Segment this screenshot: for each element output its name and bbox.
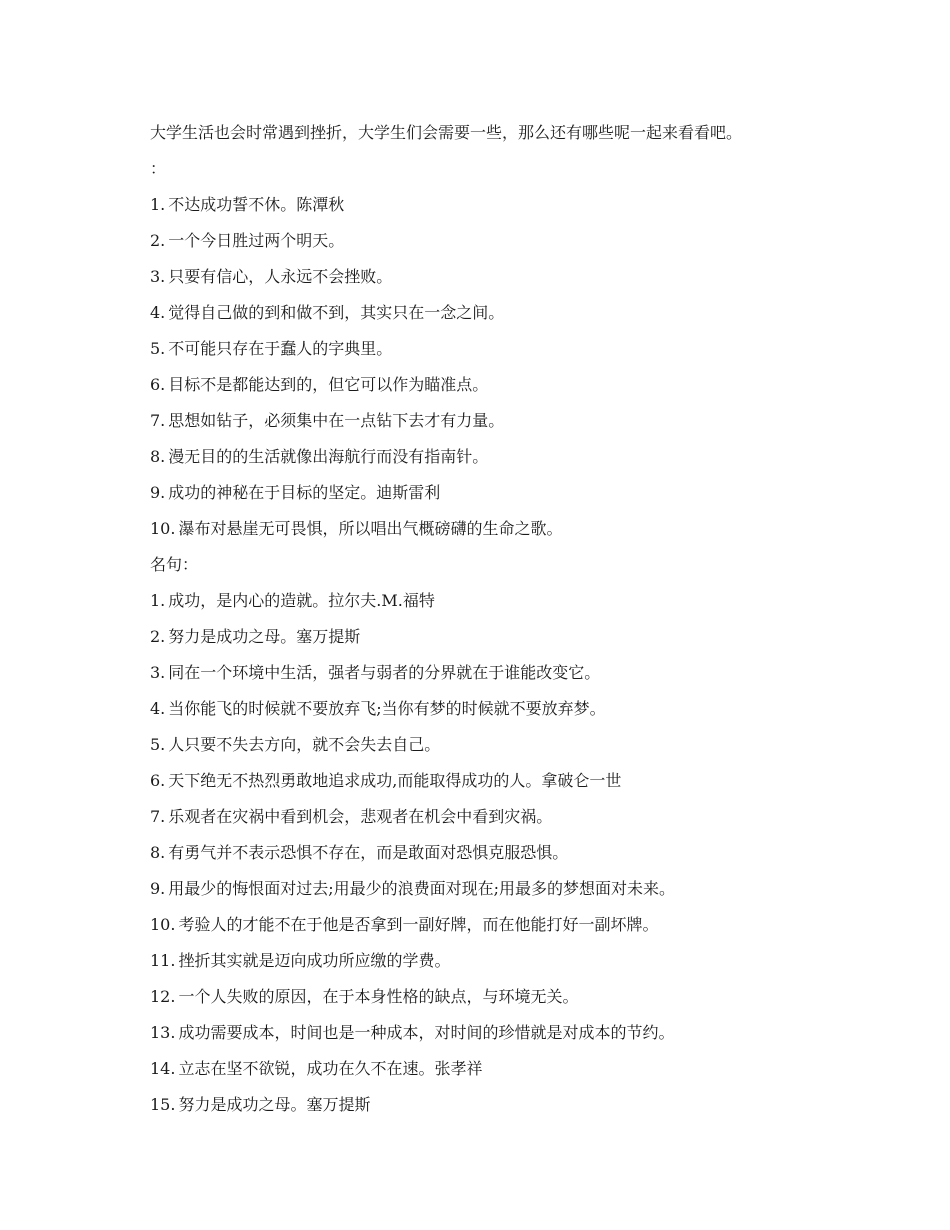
list-item bbox=[150, 735, 850, 755]
list-item bbox=[150, 591, 850, 611]
item-text: 考验人的才能不在于他是否拿到一副好牌，而在他能打好一副坏牌。 bbox=[178, 915, 659, 934]
item-number: 6. bbox=[150, 375, 166, 394]
list-item bbox=[150, 339, 850, 359]
item-text: 漫无目的的生活就像出海航行而没有指南针。 bbox=[168, 447, 489, 466]
item-text: 觉得自己做的到和做不到，其实只在一念之间。 bbox=[168, 303, 505, 322]
list-item bbox=[150, 447, 850, 467]
list-item bbox=[150, 231, 850, 251]
section-heading: 名句： bbox=[150, 555, 199, 574]
list-item bbox=[150, 951, 850, 971]
item-text: 同在一个环境中生活，强者与弱者的分界就在于谁能改变它。 bbox=[168, 663, 601, 682]
item-text: 不达成功誓不休。陈潭秋 bbox=[168, 195, 345, 214]
list-item bbox=[150, 879, 850, 899]
item-text: 成功的神秘在于目标的坚定。迪斯雷利 bbox=[168, 483, 441, 502]
list-item bbox=[150, 483, 850, 503]
item-text: 思想如钻子，必须集中在一点钻下去才有力量。 bbox=[168, 411, 505, 430]
list-item bbox=[150, 1023, 850, 1043]
item-number: 3. bbox=[150, 663, 166, 682]
item-number: 5. bbox=[150, 339, 166, 358]
item-number: 8. bbox=[150, 447, 166, 466]
item-number: 9. bbox=[150, 483, 166, 502]
list-item bbox=[150, 663, 850, 683]
item-text: 人只要不失去方向，就不会失去自己。 bbox=[168, 735, 441, 754]
item-number: 3. bbox=[150, 267, 166, 286]
item-text: 不可能只存在于蠢人的字典里。 bbox=[168, 339, 393, 358]
item-text: 瀑布对悬崖无可畏惧，所以唱出气概磅礴的生命之歌。 bbox=[178, 519, 563, 538]
list-item bbox=[150, 915, 850, 935]
list-item bbox=[150, 771, 850, 791]
intro-paragraph: 大学生活也会时常遇到挫折，大学生们会需要一些，那么还有哪些呢一起来看看吧。 bbox=[150, 123, 743, 142]
item-number: 9. bbox=[150, 879, 166, 898]
item-text: 努力是成功之母。塞万提斯 bbox=[178, 1095, 371, 1114]
item-number: 2. bbox=[150, 231, 166, 250]
item-text: 一个今日胜过两个明天。 bbox=[168, 231, 345, 250]
list-item bbox=[150, 411, 850, 431]
item-text: 有勇气并不表示恐惧不存在，而是敢面对恐惧克服恐惧。 bbox=[168, 843, 569, 862]
item-text: 立志在坚不欲锐，成功在久不在速。张孝祥 bbox=[178, 1059, 483, 1078]
list-item bbox=[150, 1059, 850, 1079]
item-number: 12. bbox=[150, 987, 176, 1006]
item-text: 努力是成功之母。塞万提斯 bbox=[168, 627, 361, 646]
item-number: 4. bbox=[150, 699, 166, 718]
item-text: 目标不是都能达到的，但它可以作为瞄准点。 bbox=[168, 375, 489, 394]
item-number: 4. bbox=[150, 303, 166, 322]
list-item bbox=[150, 375, 850, 395]
item-number: 8. bbox=[150, 843, 166, 862]
list-item bbox=[150, 627, 850, 647]
list-item bbox=[150, 519, 850, 539]
colon-line: ： bbox=[150, 159, 167, 178]
quote-list-2 bbox=[150, 591, 850, 1115]
item-number: 14. bbox=[150, 1059, 176, 1078]
list-item bbox=[150, 987, 850, 1007]
document-content bbox=[150, 123, 850, 1131]
list-item bbox=[150, 267, 850, 287]
quote-list-1 bbox=[150, 195, 850, 539]
item-number: 7. bbox=[150, 807, 166, 826]
item-number: 1. bbox=[150, 591, 166, 610]
list-item bbox=[150, 303, 850, 323]
item-text: 当你能飞的时候就不要放弃飞;当你有梦的时候就不要放弃梦。 bbox=[168, 699, 606, 718]
item-number: 5. bbox=[150, 735, 166, 754]
item-text: 成功需要成本，时间也是一种成本，对时间的珍惜就是对成本的节约。 bbox=[178, 1023, 675, 1042]
list-item bbox=[150, 807, 850, 827]
item-text: 挫折其实就是迈向成功所应缴的学费。 bbox=[178, 951, 451, 970]
item-text: 乐观者在灾祸中看到机会，悲观者在机会中看到灾祸。 bbox=[168, 807, 553, 826]
item-number: 6. bbox=[150, 771, 166, 790]
list-item bbox=[150, 843, 850, 863]
item-number: 13. bbox=[150, 1023, 176, 1042]
item-number: 7. bbox=[150, 411, 166, 430]
item-text: 一个人失败的原因，在于本身性格的缺点，与环境无关。 bbox=[178, 987, 579, 1006]
list-item bbox=[150, 699, 850, 719]
item-number: 15. bbox=[150, 1095, 176, 1114]
item-number: 2. bbox=[150, 627, 166, 646]
item-number: 11. bbox=[150, 951, 176, 970]
list-item bbox=[150, 1095, 850, 1115]
item-number: 1. bbox=[150, 195, 166, 214]
item-text: 天下绝无不热烈勇敢地追求成功,而能取得成功的人。拿破仑一世 bbox=[168, 771, 622, 790]
item-text: 只要有信心，人永远不会挫败。 bbox=[168, 267, 393, 286]
item-text: 用最少的悔恨面对过去;用最少的浪费面对现在;用最多的梦想面对未来。 bbox=[168, 879, 676, 898]
item-number: 10. bbox=[150, 519, 176, 538]
item-text: 成功，是内心的造就。拉尔夫.M.福特 bbox=[168, 591, 435, 610]
item-number: 10. bbox=[150, 915, 176, 934]
list-item bbox=[150, 195, 850, 215]
